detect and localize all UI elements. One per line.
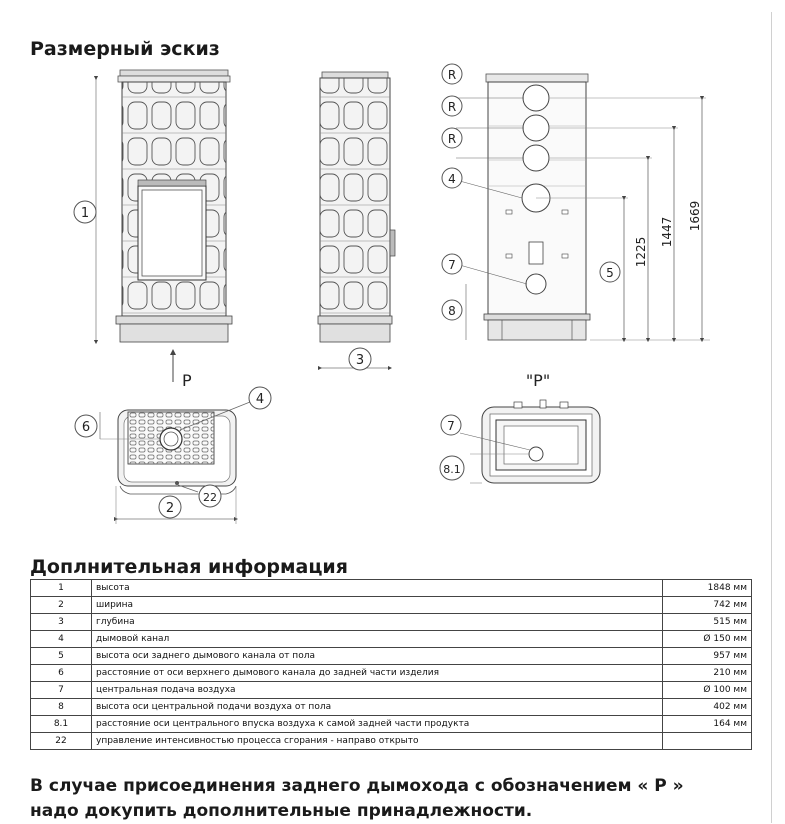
- callout-r-1: R: [447, 68, 457, 82]
- top-view: [75, 387, 271, 524]
- row-description: управление интенсивностью процесса сгорания - направо открыто: [92, 733, 663, 750]
- row-number: 7: [31, 682, 92, 699]
- row-description: расстояние от оси верхнего дымового канала до задней части изделия: [92, 665, 663, 682]
- note-line-1: В случае присоединения заднего дымохода с обозначением « P »: [30, 776, 684, 796]
- row-value: 515 мм: [663, 614, 752, 631]
- row-description: ширина: [92, 597, 663, 614]
- callout-5: 5: [606, 266, 614, 280]
- row-value: [663, 733, 752, 750]
- callout-1: 1: [80, 206, 90, 221]
- row-value: 402 мм: [663, 699, 752, 716]
- callout-6: 6: [81, 420, 91, 435]
- table-row: [31, 733, 752, 750]
- view-p-label: "P": [525, 371, 551, 390]
- callout-2: 2: [165, 501, 175, 516]
- callout-7-rear: 7: [448, 258, 456, 272]
- row-value: 742 мм: [663, 597, 752, 614]
- row-value: 1848 мм: [663, 580, 752, 597]
- dimension-1225: 1225: [634, 236, 648, 268]
- row-value: Ø 150 мм: [663, 631, 752, 648]
- row-description: расстояние оси центрального впуска воздуха к самой задней части продукта: [92, 716, 663, 733]
- note-line-2: надо докупить дополнительные принадлежности.: [30, 801, 533, 821]
- rear-view: [442, 64, 710, 390]
- callout-4-top: 4: [255, 392, 265, 407]
- row-number: 8.1: [31, 716, 92, 733]
- callout-8-1: 8.1: [443, 463, 461, 476]
- front-view: [74, 70, 232, 390]
- row-value: 957 мм: [663, 648, 752, 665]
- sketch-title: Размерный эскиз: [30, 38, 220, 60]
- row-number: 4: [31, 631, 92, 648]
- row-number: 8: [31, 699, 92, 716]
- row-number: 22: [31, 733, 92, 750]
- row-value: 164 мм: [663, 716, 752, 733]
- callout-4-rear: 4: [448, 172, 456, 186]
- page-frame-line: [771, 12, 772, 823]
- row-value: 210 мм: [663, 665, 752, 682]
- row-number: 6: [31, 665, 92, 682]
- row-description: глубина: [92, 614, 663, 631]
- row-number: 3: [31, 614, 92, 631]
- info-table: [30, 579, 752, 750]
- callout-3: 3: [355, 353, 365, 368]
- row-number: 1: [31, 580, 92, 597]
- table-row: [31, 614, 752, 631]
- row-number: 2: [31, 597, 92, 614]
- row-description: высота оси заднего дымового канала от пола: [92, 648, 663, 665]
- callout-8: 8: [448, 304, 456, 318]
- row-description: дымовой канал: [92, 631, 663, 648]
- row-description: высота оси центральной подачи воздуха от пола: [92, 699, 663, 716]
- table-row: [31, 716, 752, 733]
- table-row: [31, 665, 752, 682]
- callout-r-2: R: [447, 100, 457, 114]
- table-row: [31, 597, 752, 614]
- dimension-drawing: [30, 62, 760, 527]
- side-view: [318, 72, 395, 370]
- row-value: Ø 100 мм: [663, 682, 752, 699]
- table-row: [31, 699, 752, 716]
- callout-7-p: 7: [447, 419, 455, 433]
- view-arrow-label: P: [182, 371, 192, 390]
- dimension-1669: 1669: [688, 200, 702, 232]
- info-title: Доплнительная информация: [30, 556, 348, 578]
- table-row: [31, 580, 752, 597]
- row-number: 5: [31, 648, 92, 665]
- table-row: [31, 682, 752, 699]
- table-row: [31, 648, 752, 665]
- view-p: [440, 400, 600, 483]
- accessories-note: [30, 774, 760, 824]
- callout-r-3: R: [447, 132, 457, 146]
- table-row: [31, 631, 752, 648]
- dimension-1447: 1447: [660, 216, 674, 248]
- row-description: высота: [92, 580, 663, 597]
- callout-22: 22: [203, 491, 217, 504]
- row-description: центральная подача воздуха: [92, 682, 663, 699]
